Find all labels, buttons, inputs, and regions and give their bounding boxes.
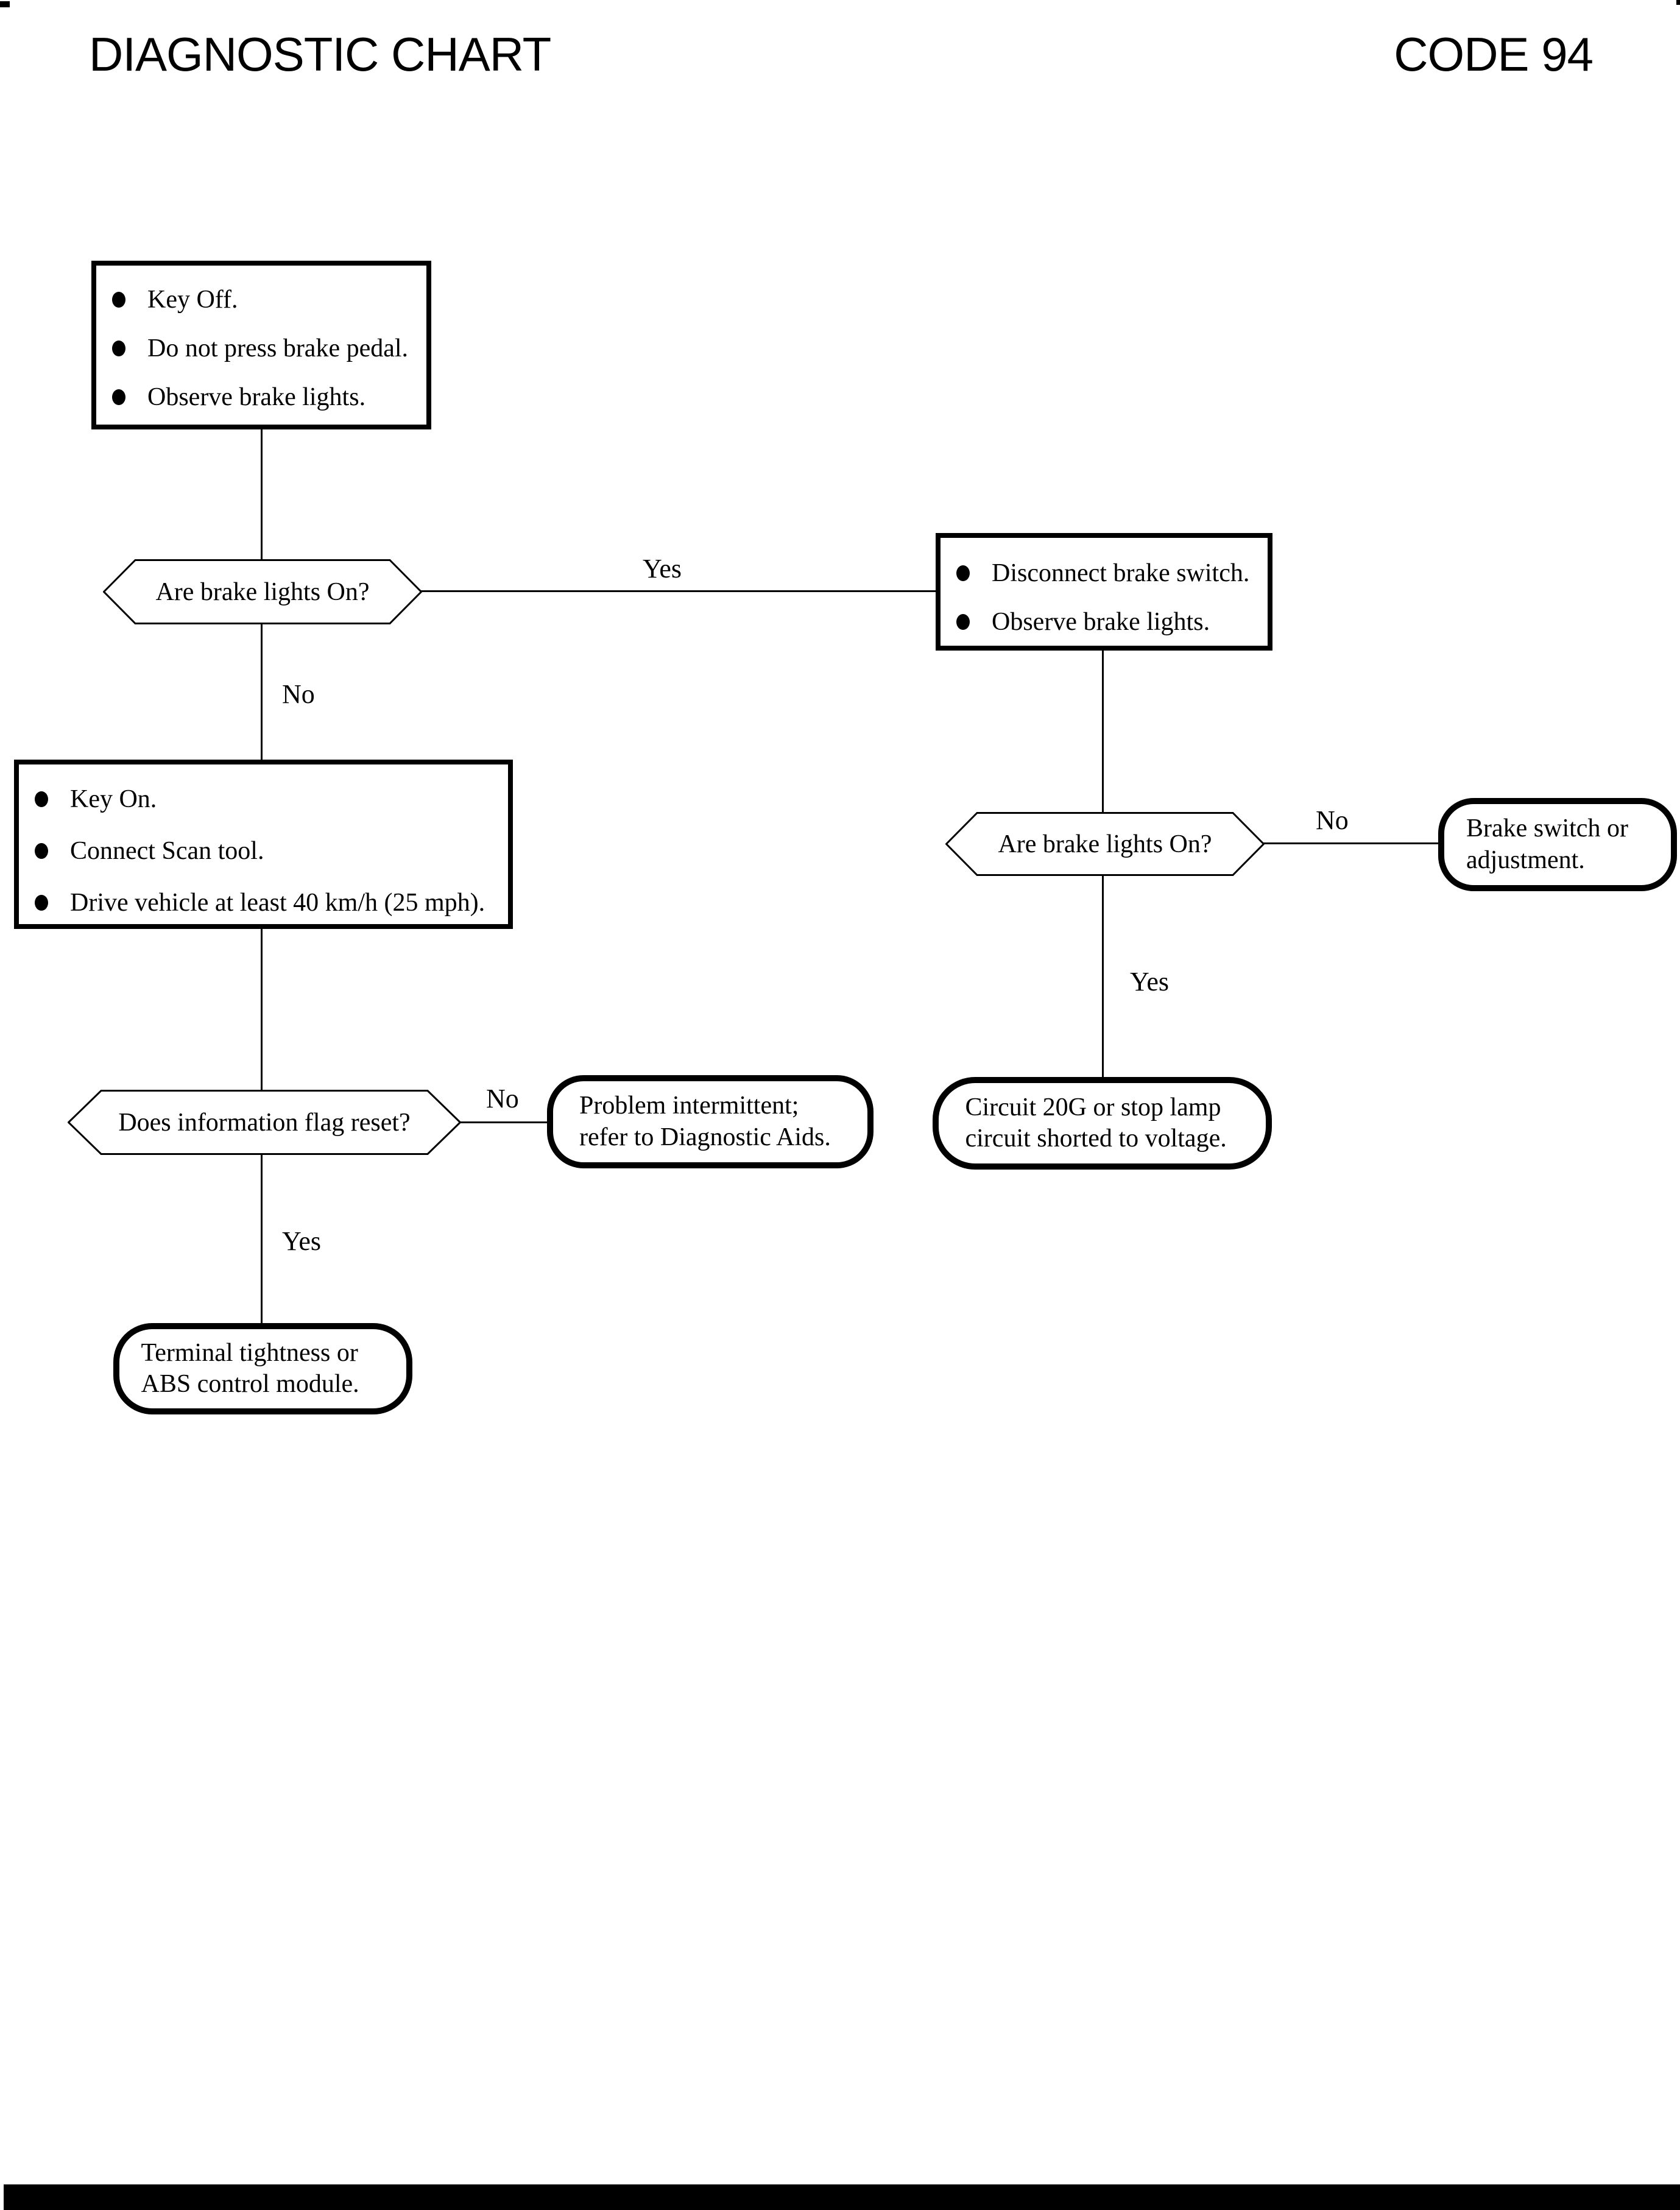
bullet-icon [956,614,970,630]
terminal-text: Circuit 20G or stop lamp circuit shorted to voltage. [965,1093,1227,1153]
bullet-icon [956,565,970,581]
step-box-disconnect [936,533,1272,651]
step-text: Key Off. [147,286,238,314]
scan-artifact [1676,0,1680,5]
page-code: CODE 94 [1394,27,1593,81]
bullet-icon [35,791,48,807]
bullet-item [19,877,508,928]
connector-line [261,1154,263,1324]
step-text: Observe brake lights. [147,383,366,411]
connector-line [1102,875,1104,1078]
bullet-icon [112,389,125,405]
bullet-item [19,825,508,877]
step-box-start [91,261,431,429]
terminal-circuit-20g [933,1077,1272,1170]
edge-label-no: No [1316,805,1349,835]
edge-label-no: No [282,679,315,709]
scan-artifact [0,1,10,7]
bullet-item [19,773,508,825]
scan-artifact-bottom-bar [4,2184,1680,2210]
bullet-item [941,549,1268,598]
bullet-item [96,324,426,373]
connector-line [261,928,263,1091]
decision-brake-lights-2 [945,812,1265,876]
edge-label-yes: Yes [643,554,682,584]
connector-line [1102,649,1104,813]
connector-line [1263,842,1439,844]
bullet-item [96,275,426,324]
connector-line [420,590,937,592]
bullet-icon [35,895,48,911]
step-text: Do not press brake pedal. [147,334,409,362]
terminal-abs-module [113,1323,412,1414]
connector-line [261,623,263,761]
bullet-icon [112,341,125,356]
step-text: Drive vehicle at least 40 km/h (25 mph). [70,888,485,917]
decision-flag-reset [68,1090,461,1155]
decision-question: Are brake lights On? [998,830,1212,858]
terminal-brake-switch [1438,798,1677,891]
step-text: Connect Scan tool. [70,836,264,865]
connector-line [261,428,263,560]
bullet-item [96,373,426,422]
decision-question: Does information flag reset? [118,1108,411,1137]
terminal-problem-intermittent [547,1075,874,1168]
page-title: DIAGNOSTIC CHART [89,27,551,81]
step-text: Observe brake lights. [992,608,1210,636]
decision-question: Are brake lights On? [155,577,370,606]
terminal-text: Brake switch or adjustment. [1466,814,1628,874]
terminal-text: Problem intermittent; refer to Diagnostic Aids. [579,1092,831,1151]
edge-label-yes: Yes [1130,967,1170,997]
bullet-icon [112,292,125,308]
bullet-item [941,598,1268,646]
edge-label-yes: Yes [282,1226,322,1256]
edge-label-no: No [486,1084,519,1114]
connector-line [460,1121,548,1123]
bullet-icon [35,843,48,859]
terminal-text: Terminal tightness or ABS control module. [141,1338,359,1398]
step-text: Disconnect brake switch. [992,559,1250,587]
step-text: Key On. [70,785,157,813]
step-box-key-on [14,760,513,929]
decision-brake-lights-1 [103,559,422,624]
